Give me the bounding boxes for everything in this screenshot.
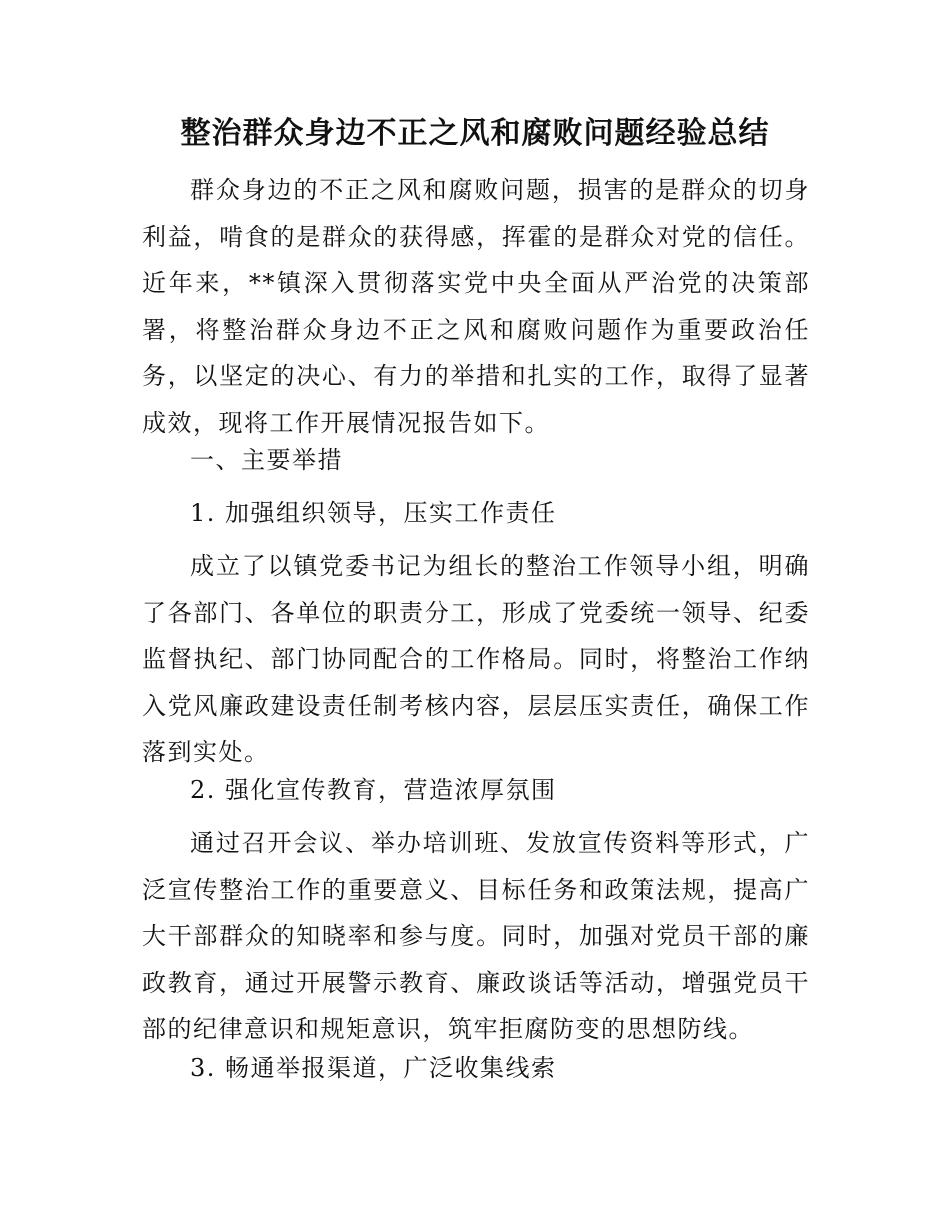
- item-paragraph-1: 成立了以镇党委书记为组长的整治工作领导小组，明确了各部门、各单位的职责分工，形成了党委统一领导、纪委监督执纪、部门协同配合的工作格局。同时，将整治工作纳入党风廉政建设责任制考核内容，层层压实责任，确保工作落到实处。: [142, 552, 810, 766]
- item-paragraph-2: 通过召开会议、举办培训班、发放宣传资料等形式，广泛宣传整治工作的重要意义、目标任务和政策法规，提高广大干部群众的知晓率和参与度。同时，加强对党员干部的廉政教育，通过开展警示教育、廉政谈话等活动，增强党员干部的纪律意识和规矩意识，筑牢拒腐防变的思想防线。: [142, 829, 810, 1043]
- item-heading-1: 1. 加强组织领导，压实工作责任: [190, 499, 557, 527]
- item-heading-2: 2. 强化宣传教育，营造浓厚氛围: [190, 776, 557, 804]
- intro-paragraph: 群众身边的不正之风和腐败问题，损害的是群众的切身利益，啃食的是群众的获得感，挥霍的是群众对党的信任。近年来，**镇深入贯彻落实党中央全面从严治党的决策部署，将整治群众身边不正之风和腐败问题作为重要政治任务，以坚定的决心、有力的举措和扎实的工作，取得了显著成效，现将工作开展情况报告如下。: [142, 176, 810, 437]
- section-heading: 一、主要举措: [190, 446, 343, 474]
- document-title: 整治群众身边不正之风和腐败问题经验总结: [180, 116, 770, 151]
- item-heading-3: 3. 畅通举报渠道，广泛收集线索: [190, 1054, 557, 1082]
